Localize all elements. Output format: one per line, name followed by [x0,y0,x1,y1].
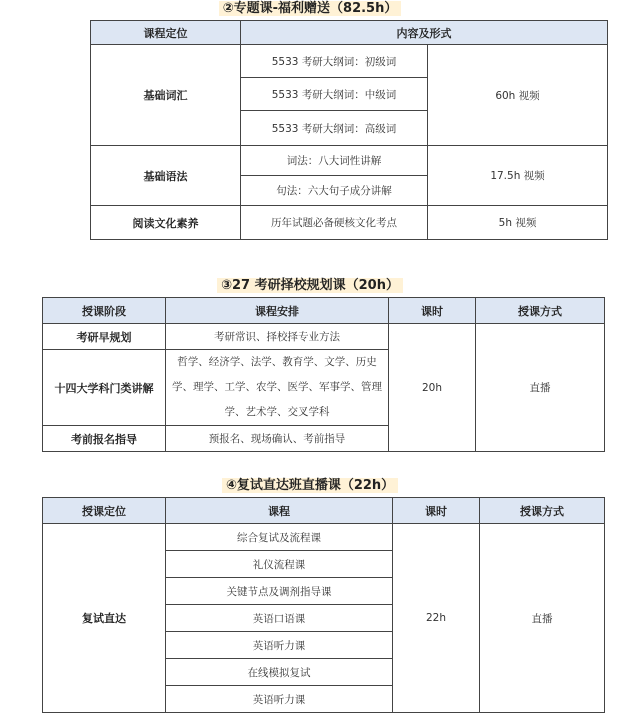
category-retest: 复试直达 [43,524,166,713]
section4-mode: 直播 [480,524,605,713]
section3-hours: 20h [389,324,476,452]
section2-table [90,20,608,240]
section3-title: ③27 考研择校规划课（20h） [0,277,620,295]
grammar-item: 词法：八大词性讲解 [241,146,428,176]
header-mode: 授课方式 [480,498,605,524]
stage-content: 预报名、现场确认、考前指导 [166,426,389,452]
header-hours: 课时 [393,498,480,524]
header-course-position: 课程定位 [91,21,241,45]
header-arrangement: 课程安排 [166,298,389,324]
course-item: 综合复试及流程课 [166,524,393,551]
header-mode: 授课方式 [476,298,605,324]
stage-early-planning: 考研早规划 [43,324,166,350]
header-hours: 课时 [389,298,476,324]
category-grammar: 基础语法 [91,146,241,206]
vocab-format: 60h 视频 [428,45,608,146]
category-vocab: 基础词汇 [91,45,241,146]
vocab-item: 5533 考研大纲词：高级词 [241,111,428,146]
grammar-format: 17.5h 视频 [428,146,608,206]
stage-content: 哲学、经济学、法学、教育学、文学、历史学、理学、工学、农学、医学、军事学、管理学、艺术学、交叉学科 [166,350,389,426]
section2-title: ②专题课-福利赠送（82.5h） [0,0,620,18]
header-stage: 授课阶段 [43,298,166,324]
reading-format: 5h 视频 [428,206,608,240]
section4-hours: 22h [393,524,480,713]
course-item: 英语听力课 [166,686,393,713]
course-item: 在线模拟复试 [166,659,393,686]
section4-table [42,497,605,713]
stage-registration: 考前报名指导 [43,426,166,452]
category-reading: 阅读文化素养 [91,206,241,240]
stage-content: 考研常识、择校择专业方法 [166,324,389,350]
section3-table [42,297,605,452]
header-content-format: 内容及形式 [241,21,608,45]
grammar-item: 句法：六大句子成分讲解 [241,176,428,206]
stage-disciplines: 十四大学科门类讲解 [43,350,166,426]
vocab-item: 5533 考研大纲词：中级词 [241,78,428,111]
vocab-item: 5533 考研大纲词：初级词 [241,45,428,78]
course-item: 英语口语课 [166,605,393,632]
course-item: 英语听力课 [166,632,393,659]
course-item: 关键节点及调剂指导课 [166,578,393,605]
header-course: 课程 [166,498,393,524]
reading-item: 历年试题必备硬核文化考点 [241,206,428,240]
course-item: 礼仪流程课 [166,551,393,578]
section3-mode: 直播 [476,324,605,452]
header-position: 授课定位 [43,498,166,524]
section4-title: ④复试直达班直播课（22h） [0,477,620,495]
